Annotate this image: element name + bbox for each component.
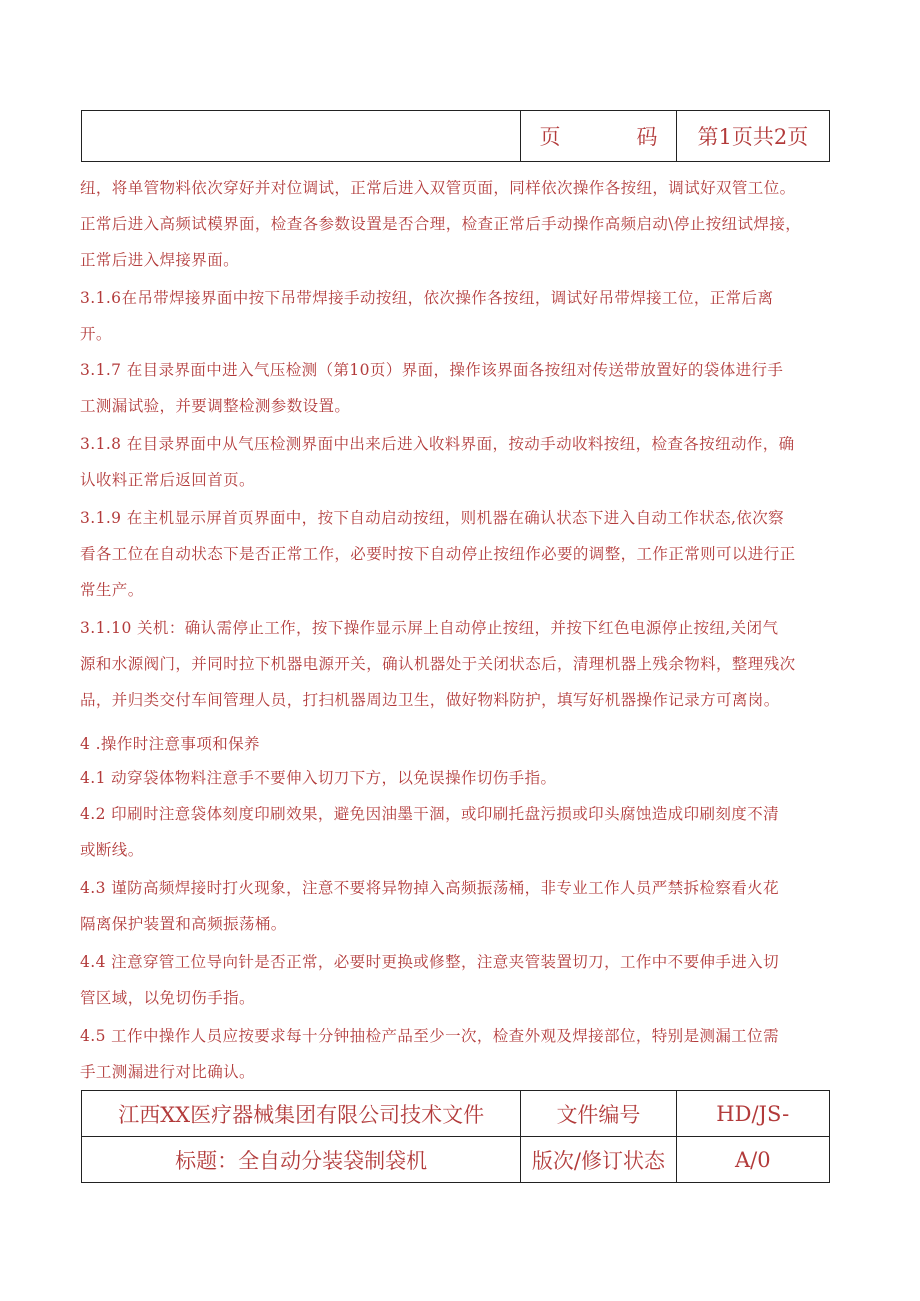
- text-line: 3.1.6在吊带焊接界面中按下吊带焊接手动按纽，依次操作各按纽，调试好吊带焊接工位，正常后离: [80, 289, 774, 307]
- version-label: 版次/修订状态: [521, 1137, 676, 1183]
- text-line: 4.1 动穿袋体物料注意手不要伸入切刀下方，以免误操作切伤手指。: [80, 769, 557, 787]
- text-line: 隔离保护装置和高频振荡桶。: [80, 915, 287, 933]
- text-line: 品，并归类交付车间管理人员，打扫机器周边卫生，做好物料防护，填写好机器操作记录方可离岗。: [80, 691, 780, 709]
- text-line: 3.1.9 在主机显示屏首页界面中，按下自动启动按纽，则机器在确认状态下进入自动工作状态,依次察: [80, 509, 784, 527]
- page-header-table: [81, 110, 830, 162]
- page-label-char1: 页: [539, 125, 561, 149]
- text-line: 4.5 工作中操作人员应按要求每十分钟抽检产品至少一次，检查外观及焊接部位，特别是测漏工位需: [80, 1027, 779, 1045]
- text-line: 工测漏试验，并要调整检测参数设置。: [80, 397, 351, 415]
- page-label-cell: [521, 111, 677, 162]
- version-value: A/0: [676, 1137, 829, 1183]
- text-line: 手工测漏进行对比确认。: [80, 1063, 255, 1081]
- text-line: 源和水源阀门，并同时拉下机器电源开关，确认机器处于关闭状态后，清理机器上残余物料，整理残次: [80, 655, 796, 673]
- doc-number-label: 文件编号: [521, 1091, 676, 1137]
- text-line: 看各工位在自动状态下是否正常工作，必要时按下自动停止按纽作必要的调整，工作正常则可以进行正: [80, 545, 796, 563]
- document-info-table: [81, 1090, 830, 1183]
- page-number-value: 第1页共2页: [676, 111, 829, 162]
- document-title: 标题：全自动分装袋制袋机: [82, 1137, 521, 1183]
- text-line: 纽，将单管物料依次穿好并对位调试，正常后进入双管页面，同样依次操作各按纽，调试好双管工位。: [80, 179, 796, 197]
- company-name: 江西XX医疗器械集团有限公司技术文件: [82, 1091, 521, 1137]
- text-line: 3.1.10 关机：确认需停止工作，按下操作显示屏上自动停止按纽，并按下红色电源停止按纽,关闭气: [80, 619, 779, 637]
- doc-number-value: HD/JS-: [676, 1091, 829, 1137]
- header-blank-cell: [82, 111, 521, 162]
- page-label-char2: 码: [636, 125, 658, 149]
- text-line: 管区域，以免切伤手指。: [80, 989, 255, 1007]
- text-line: 3.1.8 在目录界面中从气压检测界面中出来后进入收料界面，按动手动收料按纽，检查各按纽动作，确: [80, 435, 795, 453]
- text-line: 4.4 注意穿管工位导向针是否正常，必要时更换或修整，注意夹管装置切刀，工作中不要伸手进入切: [80, 953, 779, 971]
- text-line: 3.1.7 在目录界面中进入气压检测（第10页）界面，操作该界面各按纽对传送带放置好的袋体进行手: [80, 361, 784, 379]
- text-line: 认收料正常后返回首页。: [80, 471, 255, 489]
- text-line: 正常后进入高频试模界面，检查各参数设置是否合理，检查正常后手动操作高频启动\停止按纽试焊接，: [80, 215, 802, 233]
- section-heading: 4 .操作时注意事项和保养: [80, 735, 260, 753]
- text-line: 4.2 印刷时注意袋体刻度印刷效果，避免因油墨干涸，或印刷托盘污损或印头腐蚀造成印刷刻度不清: [80, 805, 779, 823]
- text-line: 开。: [80, 325, 112, 343]
- text-line: 正常后进入焊接界面。: [80, 251, 240, 269]
- text-line: 常生产。: [80, 581, 144, 599]
- text-line: 或断线。: [80, 841, 144, 859]
- text-line: 4.3 谨防高频焊接时打火现象，注意不要将异物掉入高频振荡桶，非专业工作人员严禁拆检察看火花: [80, 879, 779, 897]
